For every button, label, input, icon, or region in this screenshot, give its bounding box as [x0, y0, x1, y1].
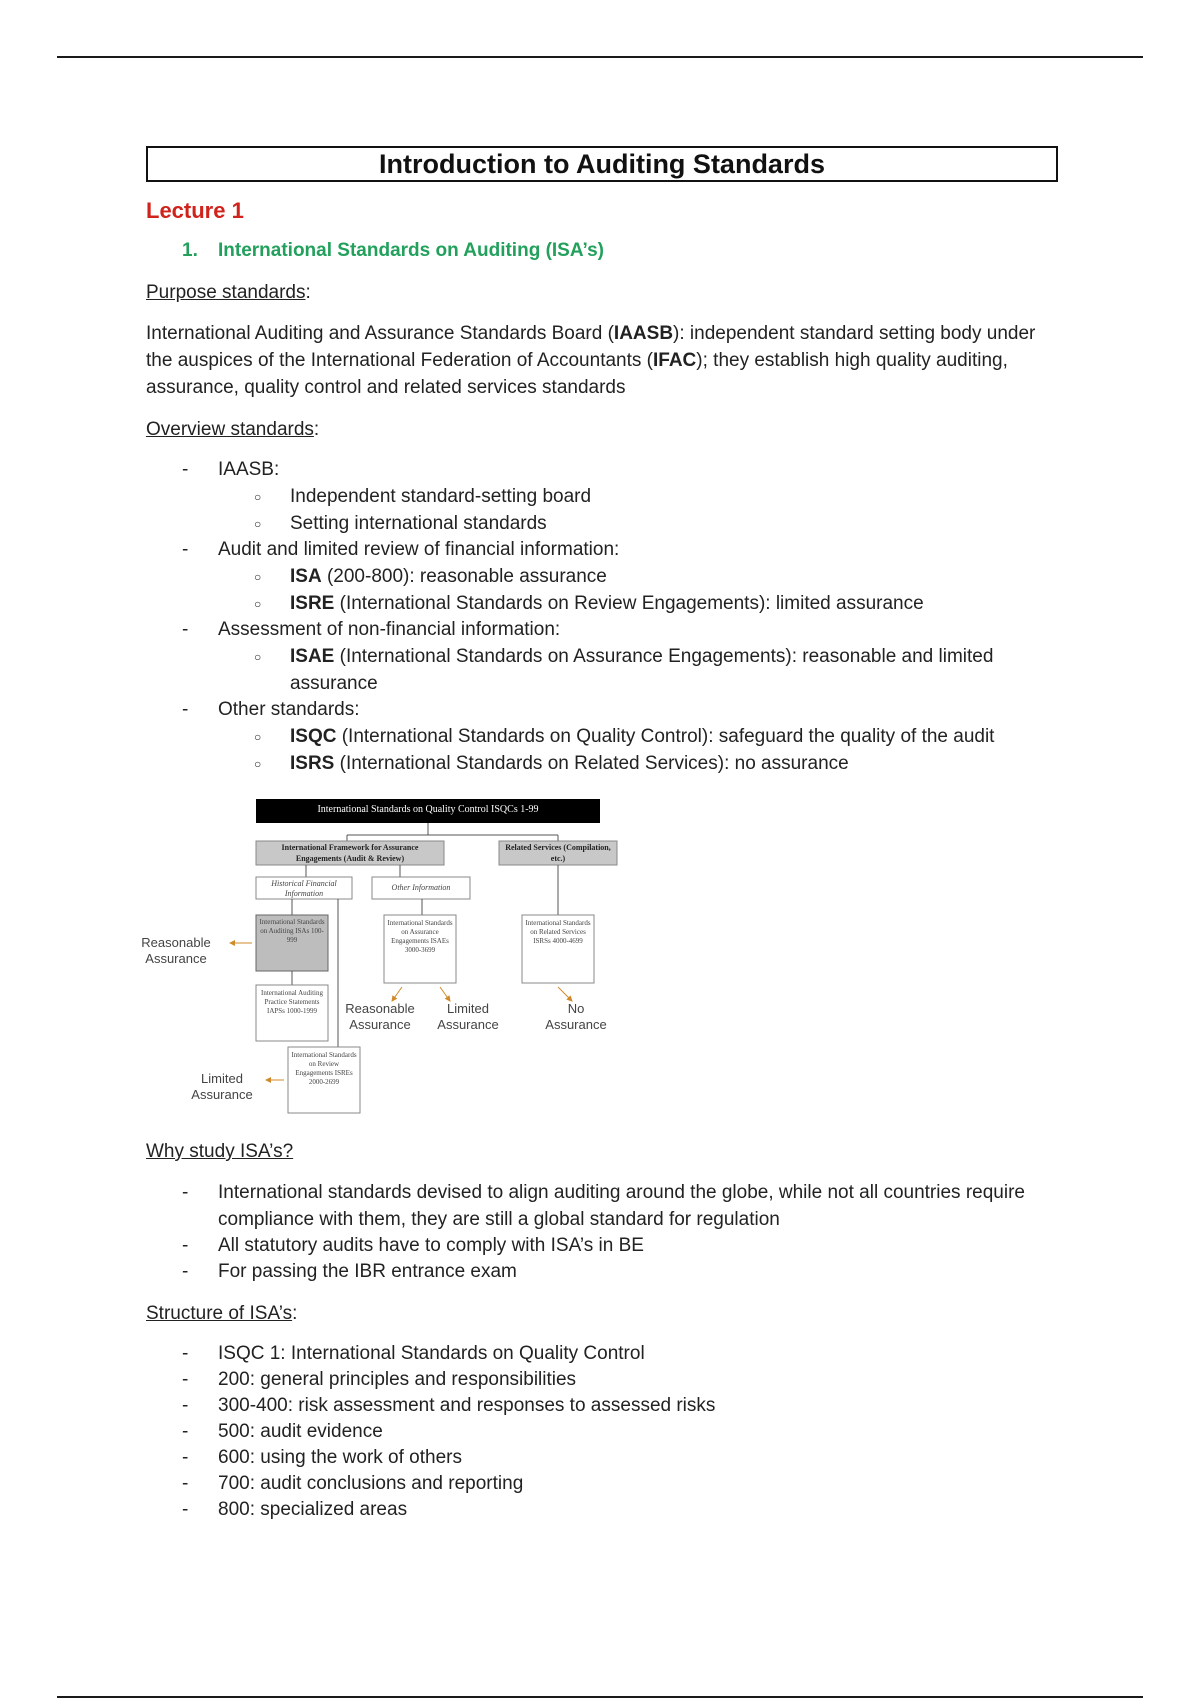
list-item: - All statutory audits have to comply with ISA’s in BE [146, 1233, 1058, 1259]
limited-assurance-mid: Limited Assurance [437, 1001, 499, 1032]
isa-label: International Standards on Auditing ISAs 100-999 [259, 918, 325, 944]
list-item: - IAASB: ○ Independent standard-setting board ○ Setting international standards [146, 457, 1058, 537]
document-title: Introduction to Auditing Standards [146, 146, 1058, 182]
sub-list-item: ○ ISQC (International Standards on Quality Control): safeguard the quality of the audit [218, 723, 1058, 750]
sub-list-item: ○ Setting international standards [218, 510, 1058, 537]
reasonable-assurance-left: Reasonable Assurance [141, 935, 211, 966]
lecture-heading: Lecture 1 [146, 198, 244, 223]
isqc-label: International Standards on Quality Control ISQCs 1-99 [317, 804, 539, 815]
list-item: - 200: general principles and responsibilities [146, 1367, 1058, 1393]
reasonable-assurance-mid: Reasonable Assurance [345, 1001, 415, 1032]
document-page [141, 146, 1058, 1523]
standards-diagram [140, 795, 840, 1125]
structure-list [146, 1341, 1058, 1523]
list-item: - International standards devised to align auditing around the globe, while not all countries require compliance with them, they are still a global standard for regulation [146, 1179, 1058, 1233]
related-label: Related Services (Compilation, etc.) [505, 843, 611, 863]
overview-list [146, 457, 1058, 777]
purpose-heading: Purpose standards: [146, 282, 311, 303]
sub-list-item: ○ Independent standard-setting board [218, 483, 1058, 510]
overview-heading: Overview standards: [146, 419, 320, 440]
list-item: - 600: using the work of others [146, 1445, 1058, 1471]
structure-heading: Structure of ISA’s: [146, 1303, 298, 1324]
list-item: - 700: audit conclusions and reporting [146, 1471, 1058, 1497]
no-assurance-label: No Assurance [545, 1001, 607, 1032]
list-item: - Assessment of non-financial information: ○ ISAE (International Standards on Assurance Engagements): reasonable and limited assurance [146, 617, 1058, 697]
sub-list-item: ○ ISA (200-800): reasonable assurance [218, 563, 1058, 590]
bottom-rule [57, 1696, 1143, 1698]
iaps-label: International Auditing Practice Statements IAPSs 1000-1999 [260, 989, 323, 1015]
sub-list-item: ○ ISAE (International Standards on Assurance Engagements): reasonable and limited assurance [218, 643, 1058, 697]
why-list [146, 1179, 1058, 1285]
sub-list-item: ○ ISRE (International Standards on Review Engagements): limited assurance [218, 590, 1058, 617]
list-item: - Audit and limited review of financial information: ○ ISA (200-800): reasonable assurance ○ ISRE (International Standards on Review Engagements): limited assurance [146, 537, 1058, 617]
list-item: - 800: specialized areas [146, 1497, 1058, 1523]
why-heading: Why study ISA’s? [146, 1141, 294, 1162]
sub-list-item: ○ ISRS (International Standards on Related Services): no assurance [218, 750, 1058, 777]
historical-label: Historical Financial Information [271, 879, 337, 898]
framework-label: International Framework for Assurance Engagements (Audit & Review) [281, 843, 419, 863]
isre-label: International Standards on Review Engagements ISREs 2000-2699 [291, 1051, 357, 1086]
other-info-label: Other Information [391, 883, 451, 892]
isae-label: International Standards on Assurance Engagements ISAEs 3000-3699 [387, 919, 453, 954]
list-item: - 300-400: risk assessment and responses to assessed risks [146, 1393, 1058, 1419]
isrs-label: International Standards on Related Services ISRSs 4000-4699 [525, 919, 591, 945]
list-item: - 500: audit evidence [146, 1419, 1058, 1445]
list-item: - Other standards: ○ ISQC (International Standards on Quality Control): safeguard the quality of the audit ○ ISRS (International Standards on Related Services): no assurance [146, 697, 1058, 777]
purpose-paragraph: International Auditing and Assurance Standards Board (IAASB): independent standard setting body under the auspices of the International Federation of Accountants (IFAC); they establish high quality auditing, assurance, quality control and related services standards [146, 323, 1036, 398]
list-item: - ISQC 1: International Standards on Quality Control [146, 1341, 1058, 1367]
section-title: International Standards on Auditing (ISA’s) [218, 240, 604, 261]
list-item: - For passing the IBR entrance exam [146, 1259, 1058, 1285]
top-rule [57, 56, 1143, 58]
section-heading [182, 238, 1058, 264]
section-number: 1. [182, 240, 198, 261]
limited-assurance-left: Limited Assurance [191, 1071, 253, 1102]
